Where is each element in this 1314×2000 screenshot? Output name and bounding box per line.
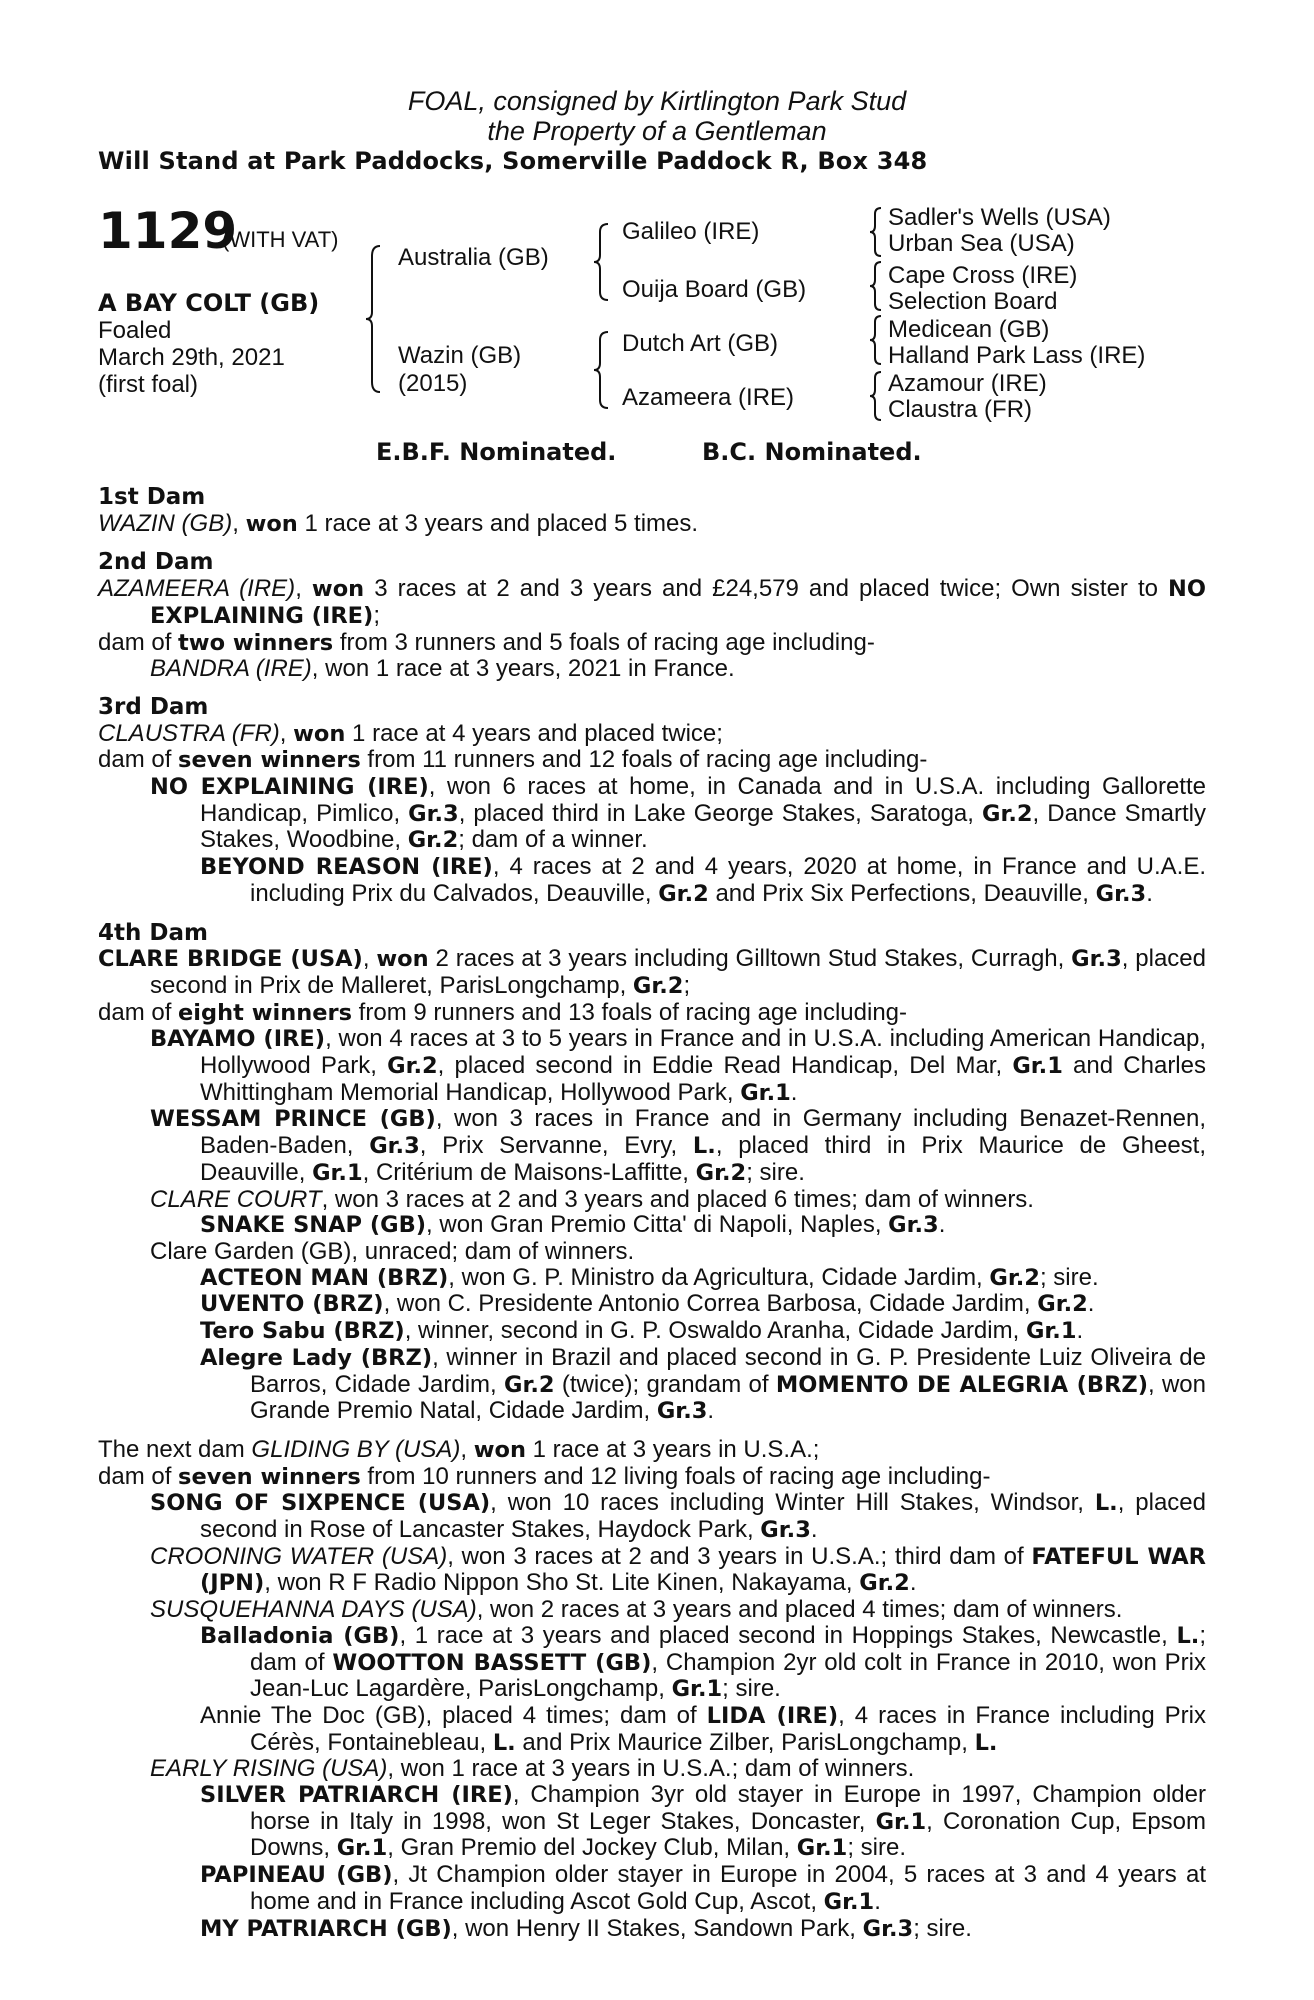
fourth-dam-text: , placed second in Prix de Malleret, ParisLongchamp, bbox=[150, 945, 1206, 999]
runner-entry bbox=[98, 1916, 1206, 1943]
runner-text: , Champion 2yr old colt in France in 2010, won Prix Jean-Luc Lagardère, ParisLongchamp, bbox=[250, 1648, 1207, 1703]
runner-text: , won R F Radio Nippon Sho St. Lite Kinen, Nakayama, bbox=[264, 1569, 860, 1597]
runner-name: NO EXPLAINING (IRE) bbox=[150, 774, 429, 801]
third-dam-entry: CLAUSTRA (FR), won 1 race at 4 years and placed twice; bbox=[98, 719, 723, 747]
race-grade: Gr.1 bbox=[336, 1835, 388, 1862]
g3-ancestor-4: Selection Board bbox=[888, 288, 1058, 315]
runner-text: , won 1 race at 3 years in U.S.A.; dam of winners. bbox=[387, 1755, 915, 1783]
third-dam-heading: 3rd Dam bbox=[98, 693, 209, 720]
first-dam-name: WAZIN (GB) bbox=[98, 509, 233, 537]
runner-entry bbox=[98, 1345, 1206, 1425]
race-grade: L. bbox=[1176, 1622, 1200, 1649]
fourth-dam-text: 2 races at 3 years including Gilltown Stud Stakes, Curragh, bbox=[428, 945, 1072, 973]
race-grade: Gr.1 bbox=[740, 1079, 791, 1106]
text-fragment: from 3 runners and 5 foals of racing age including- bbox=[333, 628, 875, 656]
text-fragment: ; sire. bbox=[1039, 1263, 1099, 1291]
runner-text: , won Henry II Stakes, Sandown Park, bbox=[451, 1914, 863, 1942]
g3-ancestor-1: Sadler's Wells (USA) bbox=[888, 204, 1111, 231]
race-grade: Gr.3 bbox=[862, 1915, 914, 1942]
runner-name: Tero Sabu (BRZ) bbox=[200, 1318, 405, 1345]
text-fragment: . bbox=[810, 1516, 818, 1544]
text-fragment: . bbox=[790, 1078, 798, 1106]
race-grade: Gr.3 bbox=[1095, 880, 1147, 907]
lot-number: 1129 bbox=[98, 202, 238, 260]
runner-name: MY PATRIARCH (GB) bbox=[200, 1915, 452, 1942]
text-fragment: ; bbox=[373, 601, 380, 629]
foal-note: (first foal) bbox=[98, 371, 199, 398]
pedigree-brace-7 bbox=[868, 370, 884, 422]
runner-name: UVENTO (BRZ) bbox=[200, 1291, 384, 1318]
fourth-dam-name: CLARE BRIDGE (USA) bbox=[98, 946, 363, 973]
runner-text: , placed third in Lake George Stakes, Saratoga, bbox=[458, 799, 982, 827]
runner-text: , Jt Champion older stayer in Europe in 2004, 5 races at 3 and 4 years at home and in France including Ascot Gold Cup, Ascot, bbox=[250, 1861, 1206, 1915]
runner-text: (twice); grandam of bbox=[554, 1370, 776, 1398]
runner-text: , Prix Servanne, Evry, bbox=[419, 1132, 693, 1160]
fourth-dam-entry: CLARE BRIDGE (USA), won 2 races at 3 years including Gilltown Stud Stakes, Curragh, Gr.3, placed second in Prix de Malleret, ParisLongchamp, Gr.2; bbox=[98, 945, 1206, 999]
race-grade: Gr.1 bbox=[312, 1159, 363, 1186]
horse-description: A BAY COLT (GB) bbox=[98, 289, 320, 317]
second-dam-name: AZAMEERA (IRE) bbox=[98, 575, 296, 603]
runner-entry bbox=[98, 1026, 1206, 1106]
runner-entry bbox=[98, 656, 1206, 682]
dam-year: (2015) bbox=[398, 370, 468, 397]
runner-name: BANDRA (IRE) bbox=[150, 655, 312, 683]
runner-entry bbox=[98, 1544, 1206, 1597]
text-fragment: . bbox=[1076, 1317, 1084, 1345]
text-fragment: . bbox=[1087, 1290, 1095, 1318]
consignor-line: FOAL, consigned by Kirtlington Park Stud bbox=[407, 86, 907, 116]
g3-ancestor-8: Claustra (FR) bbox=[888, 396, 1033, 423]
runner-name: BEYOND REASON (IRE) bbox=[200, 854, 493, 881]
runner-entry bbox=[98, 1187, 1206, 1213]
runner-text: , Dance Smartly Stakes, Woodbine, bbox=[200, 799, 1207, 854]
foaled-date: March 29th, 2021 bbox=[98, 344, 285, 371]
runner-entry bbox=[98, 1756, 1206, 1782]
text-fragment: dam of bbox=[98, 746, 179, 774]
race-grade: Gr.2 bbox=[989, 1264, 1040, 1291]
runner-entry bbox=[98, 1106, 1206, 1186]
text-fragment: ; sire. bbox=[847, 1834, 907, 1862]
second-dam-heading: 2nd Dam bbox=[98, 549, 214, 576]
text-fragment: from 10 runners and 12 living foals of racing age including- bbox=[360, 1462, 991, 1490]
runner-name: SUSQUEHANNA DAYS (USA) bbox=[150, 1596, 477, 1624]
won-label: won bbox=[245, 510, 298, 537]
runner-text: , won Grande Premio Natal, Cidade Jardim, bbox=[250, 1370, 1207, 1425]
runner-text: , won 3 races in France and in Germany including Benazet-Rennen, Baden-Baden, bbox=[200, 1105, 1206, 1160]
runner-text: , placed third in Prix Maurice de Gheest, Deauville, bbox=[200, 1132, 1207, 1186]
runner-entry bbox=[98, 1212, 1206, 1239]
second-dam-entry: AZAMEERA (IRE), won 3 races at 2 and 3 years and £24,579 and placed twice; Own sister to NO EXPLAINING (IRE); bbox=[98, 575, 1207, 629]
race-grade: L. bbox=[1094, 1490, 1118, 1517]
winners-count: two winners bbox=[178, 629, 334, 656]
g3-ancestor-5: Medicean (GB) bbox=[888, 316, 1050, 343]
bc-nomination: B.C. Nominated. bbox=[702, 438, 922, 466]
runner-text: , 4 races at 2 and 4 years, 2020 at home, in France and U.A.E. including Prix du Calvados, Deauville, bbox=[250, 853, 1206, 907]
race-grade: Gr.2 bbox=[1037, 1291, 1088, 1318]
race-grade: Gr.3 bbox=[760, 1517, 811, 1544]
sire-sire: Galileo (IRE) bbox=[622, 218, 760, 245]
pedigree-brace-4 bbox=[868, 206, 884, 258]
dam-sire: Dutch Art (GB) bbox=[622, 330, 779, 357]
runner-text: ; dam of bbox=[250, 1621, 1207, 1676]
third-dam-name: CLAUSTRA (FR) bbox=[98, 719, 280, 747]
runner-name: PAPINEAU (GB) bbox=[200, 1862, 393, 1889]
vat-note: (WITH VAT) bbox=[222, 227, 339, 252]
runner-entry bbox=[98, 1862, 1206, 1915]
runner-text: , won 4 races at 3 to 5 years in France and in U.S.A. including American Handicap, Hollywood Park, bbox=[200, 1025, 1206, 1080]
fourth-dam-heading: 4th Dam bbox=[98, 919, 208, 946]
runner-text: , 4 races in France including Prix Cérès, Fontainebleau, bbox=[250, 1701, 1206, 1756]
text-fragment: ; sire. bbox=[746, 1158, 805, 1186]
runner-text: , won 3 races at 2 and 3 years in U.S.A.; third dam of bbox=[447, 1542, 1032, 1570]
text-fragment: . bbox=[707, 1397, 715, 1425]
runner-entry bbox=[98, 1623, 1206, 1703]
runner-text: , won 1 race at 3 years, 2021 in France. bbox=[311, 655, 735, 683]
race-grade: Gr.3 bbox=[656, 1398, 708, 1425]
sire-dam: Ouija Board (GB) bbox=[622, 276, 807, 303]
g3-ancestor-2: Urban Sea (USA) bbox=[888, 230, 1075, 257]
runner-entry bbox=[98, 854, 1206, 907]
runner-text: , Critérium de Maisons-Laffitte, bbox=[362, 1158, 696, 1186]
runner-text: and Prix Six Perfections, Deauville, bbox=[708, 879, 1096, 907]
pedigree-brace-5 bbox=[868, 260, 884, 312]
won-label: won bbox=[293, 720, 346, 747]
second-dam-text: 3 races at 2 and 3 years and £24,579 and placed twice; Own sister to bbox=[364, 575, 1158, 603]
runner-text: , Champion 3yr old stayer in Europe in 1997, Champion older horse in Italy in 1998, won St Leger Stakes, Doncaster, bbox=[250, 1781, 1206, 1835]
runner-text: , won 10 races including Winter Hill Stakes, Windsor, bbox=[490, 1489, 1095, 1517]
runner-entry bbox=[98, 1782, 1206, 1862]
runner-text: ; dam of a winner. bbox=[458, 826, 648, 854]
first-dam-text: 1 race at 3 years and placed 5 times. bbox=[297, 509, 699, 537]
granddam-produce: FATEFUL WAR (JPN) bbox=[200, 1543, 1206, 1597]
dam-dam: Azameera (IRE) bbox=[622, 384, 795, 411]
text-fragment: . bbox=[1146, 879, 1153, 907]
runner-text: , placed second in Rose of Lancaster Stakes, Haydock Park, bbox=[200, 1489, 1206, 1544]
sister-name: NO EXPLAINING (IRE) bbox=[150, 576, 1207, 629]
runner-name: ACTEON MAN (BRZ) bbox=[200, 1264, 449, 1291]
pedigree-brace-6 bbox=[868, 314, 884, 366]
pedigree-brace-1 bbox=[364, 244, 384, 394]
text-fragment: from 11 runners and 12 foals of racing age including- bbox=[360, 746, 928, 774]
runner-text: , Coronation Cup, Epsom Downs, bbox=[250, 1807, 1207, 1862]
first-dam-heading: 1st Dam bbox=[98, 484, 206, 510]
g3-ancestor-6: Halland Park Lass (IRE) bbox=[888, 342, 1146, 369]
next-dam-entry: The next dam GLIDING BY (USA), won 1 race at 3 years in U.S.A.; bbox=[98, 1435, 820, 1463]
runner-text: , 1 race at 3 years and placed second in Hoppings Stakes, Newcastle, bbox=[399, 1621, 1177, 1649]
runner-text: , won 2 races at 3 years and placed 4 times; dam of winners. bbox=[476, 1596, 1123, 1624]
text-fragment: from 9 runners and 13 foals of racing age including- bbox=[352, 998, 908, 1026]
sire: Australia (GB) bbox=[398, 244, 549, 271]
next-dam-text: 1 race at 3 years in U.S.A.; bbox=[525, 1435, 820, 1463]
runner-name: SONG OF SIXPENCE (USA) bbox=[150, 1490, 491, 1517]
race-grade: Gr.1 bbox=[1025, 1318, 1077, 1345]
race-grade: Gr.3 bbox=[369, 1133, 420, 1160]
fourth-dam-produce bbox=[98, 1000, 1206, 1027]
race-grade: Gr.3 bbox=[1071, 946, 1122, 973]
race-grade: Gr.1 bbox=[823, 1888, 875, 1915]
g3-ancestor-7: Azamour (IRE) bbox=[888, 370, 1047, 397]
runner-name: SNAKE SNAP (GB) bbox=[200, 1212, 427, 1239]
race-grade: Gr.1 bbox=[796, 1835, 848, 1862]
g3-ancestor-3: Cape Cross (IRE) bbox=[888, 262, 1078, 289]
next-dam-produce bbox=[98, 1464, 1206, 1491]
third-dam-produce bbox=[98, 747, 1206, 774]
text-fragment: . bbox=[874, 1887, 881, 1915]
dam-pages bbox=[98, 485, 1206, 1942]
runner-name: WESSAM PRINCE (GB) bbox=[150, 1106, 436, 1133]
dam: Wazin (GB) bbox=[398, 342, 522, 369]
race-grade: L. bbox=[974, 1729, 998, 1756]
race-grade: Gr.1 bbox=[671, 1676, 723, 1703]
text-fragment: dam of bbox=[98, 628, 179, 656]
race-grade: Gr.3 bbox=[408, 800, 459, 827]
winners-count: seven winners bbox=[178, 747, 361, 774]
text-fragment: ; bbox=[683, 971, 691, 999]
winners-count: eight winners bbox=[178, 999, 353, 1026]
pedigree-brace-3 bbox=[592, 330, 612, 410]
runner-name: Alegre Lady (BRZ) bbox=[200, 1344, 433, 1371]
runner-text: , winner, second in G. P. Oswaldo Aranha, Cidade Jardim, bbox=[404, 1317, 1026, 1345]
race-grade: Gr.1 bbox=[875, 1808, 927, 1835]
runner-text: , won 6 races at home, in Canada and in U.S.A. including Gallorette Handicap, Pimlico, bbox=[200, 773, 1206, 827]
race-grade: Gr.3 bbox=[888, 1212, 939, 1239]
granddam-produce: WOOTTON BASSETT (GB) bbox=[332, 1649, 652, 1676]
text-fragment: dam of bbox=[98, 1462, 179, 1490]
race-grade: Gr.2 bbox=[981, 800, 1033, 827]
runner-name: CLARE COURT bbox=[150, 1185, 322, 1213]
race-grade: Gr.1 bbox=[1012, 1053, 1063, 1080]
runner-text: , won Gran Premio Citta' di Napoli, Naples, bbox=[426, 1211, 889, 1239]
race-grade: Gr.2 bbox=[658, 880, 709, 907]
text-fragment: ; sire. bbox=[722, 1675, 781, 1703]
runner-entry: Clare Garden (GB), unraced; dam of winners. bbox=[150, 1237, 635, 1265]
race-grade: Gr.2 bbox=[859, 1570, 910, 1597]
text-fragment: The next dam bbox=[98, 1435, 252, 1463]
runner-text: Annie The Doc (GB), placed 4 times; dam of bbox=[200, 1701, 707, 1729]
race-grade: Gr.2 bbox=[504, 1371, 555, 1398]
text-fragment: . bbox=[938, 1211, 946, 1239]
race-grade: Gr.2 bbox=[407, 827, 459, 854]
won-label: won bbox=[311, 576, 365, 603]
race-grade: Gr.2 bbox=[695, 1159, 747, 1186]
runner-entry bbox=[98, 1490, 1206, 1543]
second-dam-produce bbox=[98, 630, 1206, 657]
runner-text: and Prix Maurice Zilber, ParisLongchamp, bbox=[515, 1728, 975, 1756]
race-grade: Gr.2 bbox=[387, 1053, 438, 1080]
race-grade: L. bbox=[692, 1133, 716, 1160]
runner-text: , Gran Premio del Jockey Club, Milan, bbox=[387, 1834, 797, 1862]
runner-entry bbox=[98, 1597, 1206, 1623]
runner-name: EARLY RISING (USA) bbox=[150, 1755, 388, 1783]
ebf-nomination: E.B.F. Nominated. bbox=[376, 438, 617, 466]
runner-text: , winner in Brazil and placed second in G. P. Presidente Luiz Oliveira de Barros, Cidade Jardim, bbox=[250, 1343, 1206, 1398]
winners-count: seven winners bbox=[178, 1463, 361, 1490]
granddam-produce: MOMENTO DE ALEGRIA (BRZ) bbox=[775, 1371, 1148, 1398]
won-label: won bbox=[473, 1436, 526, 1463]
text-fragment: ; sire. bbox=[913, 1914, 972, 1942]
text-fragment: dam of bbox=[98, 998, 179, 1026]
runner-name: BAYAMO (IRE) bbox=[150, 1026, 326, 1053]
runner-entry bbox=[98, 1291, 1206, 1318]
stand-location: Will Stand at Park Paddocks, Somerville Paddock R, Box 348 bbox=[98, 147, 928, 175]
runner-entry bbox=[98, 774, 1206, 854]
race-grade: Gr.2 bbox=[632, 972, 684, 999]
runner-text: , placed second in Eddie Read Handicap, Del Mar, bbox=[437, 1052, 1013, 1080]
text-fragment: . bbox=[909, 1569, 917, 1597]
race-grade: L. bbox=[492, 1729, 516, 1756]
property-line: the Property of a Gentleman bbox=[487, 116, 827, 146]
granddam-produce: LIDA (IRE) bbox=[706, 1702, 839, 1729]
runner-text: and Charles Whittingham Memorial Handicap, Hollywood Park, bbox=[200, 1052, 1206, 1106]
won-label: won bbox=[376, 946, 429, 973]
runner-text: , won G. P. Ministro da Agricultura, Cidade Jardim, bbox=[448, 1263, 990, 1291]
runner-text: , won 3 races at 2 and 3 years and placed 6 times; dam of winners. bbox=[321, 1185, 1034, 1213]
runner-name: Balladonia (GB) bbox=[200, 1622, 400, 1649]
runner-name: SILVER PATRIARCH (IRE) bbox=[200, 1782, 513, 1809]
pedigree-brace-2 bbox=[592, 222, 612, 302]
foaled-label: Foaled bbox=[98, 317, 172, 344]
third-dam-text: 1 race at 4 years and placed twice; bbox=[345, 719, 723, 747]
runner-entry bbox=[98, 1318, 1206, 1345]
next-dam-name: GLIDING BY (USA) bbox=[251, 1435, 461, 1463]
runner-name: CROONING WATER (USA) bbox=[150, 1542, 448, 1570]
runner-entry bbox=[98, 1265, 1206, 1292]
first-dam-entry: WAZIN (GB), won 1 race at 3 years and placed 5 times. bbox=[98, 509, 699, 537]
runner-entry bbox=[98, 1703, 1206, 1756]
runner-text: , won C. Presidente Antonio Correa Barbosa, Cidade Jardim, bbox=[383, 1290, 1038, 1318]
